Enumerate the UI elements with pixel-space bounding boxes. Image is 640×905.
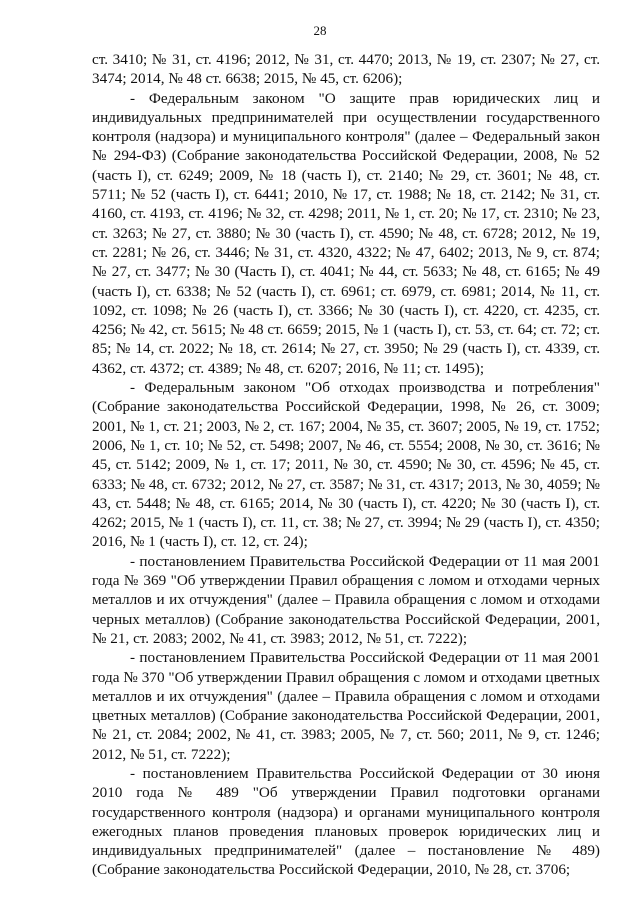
page-number: 28 [313,23,327,38]
paragraph-resolution-370: - постановлением Правительства Российской Федерации от 11 мая 2001 года № 370 "Об утверждении Правил обращения с ломом и отходами цветных металлов и их отчуждения" (далее – Правила обращения с ломом и отходами цветных металлов) (Собрание законодательства Российской Федерации, 2001, № 21, ст. 2084; 2002, № 41, ст. 3983; 2005, № 7, ст. 560; 2011, № 9, ст. 1246; 2012, № 51, ст. 7222); [92,649,600,763]
paragraph-resolution-369: - постановлением Правительства Российской Федерации от 11 мая 2001 года № 369 "Об утверждении Правил обращения с ломом и отходами черных металлов и их отчуждения" (далее – Правила обращения с ломом и отходами черных металлов) (Собрание законодательства Российской Федерации, 2001, № 21, ст. 2083; 2002, № 41, ст. 3983; 2012, № 51, ст. 7222); [92,552,600,647]
document-body [92,50,600,880]
paragraph-continuation: ст. 3410; № 31, ст. 4196; 2012, № 31, ст. 4470; 2013, № 19, ст. 2307; № 27, ст. 3474; 2014, № 48 ст. 6638; 2015, № 45, ст. 6206); [92,51,600,88]
paragraph-federal-law-294: - Федеральным законом "О защите прав юридических лиц и индивидуальных предпринимателей при осуществлении государственного контроля (надзора) и муниципального контроля" (далее – Федеральный закон № 294-ФЗ) (Собрание законодательства Российской Федерации, 2008, № 52 (часть I), ст. 6249; 2009, № 18 (часть I), ст. 2140; № 29, ст. 3601; № 48, ст. 5711; № 52 (часть I), ст. 6441; 2010, № 17, ст. 1988; № 18, ст. 2142; № 31, ст. 4160, ст. 4193, ст. 4196; № 32, ст. 4298; 2011, № 1, ст. 20; № 17, ст. 2310; № 23, ст. 3263; № 27, ст. 3880; № 30 (часть I), ст. 4590; № 48, ст. 6728; 2012, № 19, ст. 2281; № 26, ст. 3446; № 31, ст. 4320, 4322; № 47, 6402; 2013, № 9, ст. 874; № 27, ст. 3477; № 30 (Часть I), ст. 4041; № 44, ст. 5633; № 48, ст. 6165; № 49 (часть I), ст. 6338; № 52 (часть I), ст. 6961; ст. 6979, ст. 6981; 2014, № 11, ст. 1092, ст. 1098; № 26 (часть I), ст. 3366; № 30 (часть I), ст. 4220, ст. 4235, ст. 4256; № 42, ст. 5615; № 48 ст. 6659; 2015, № 1 (часть I), ст. 53, ст. 64; ст. 72; ст. 85; № 14, ст. 2022; № 18, ст. 2614; № 27, ст. 3950; № 29 (часть I), ст. 4339, ст. 4362, ст. 4372; ст. 4389; № 48, ст. 6207; 2016, № 11; ст. 1495); [92,89,600,377]
paragraph-federal-law-waste: - Федеральным законом "Об отходах производства и потребления" (Собрание законодательства Российской Федерации, 1998, № 26, ст. 3009; 2001, № 1, ст. 21; 2003, № 2, ст. 167; 2004, № 35, ст. 3607; 2005, № 19, ст. 1752; 2006, № 1, ст. 10; № 52, ст. 5498; 2007, № 46, ст. 5554; 2008, № 30, ст. 3616; № 45, ст. 5142; 2009, № 1, ст. 17; 2011, № 30, ст. 4590; № 30, ст. 4596; № 45, ст. 6333; № 48, ст. 6732; 2012, № 27, ст. 3587; № 31, ст. 4317; 2013, № 30, 4059; № 43, ст. 5448; № 48, ст. 6165; 2014, № 30 (часть I), ст. 4220; № 30 (часть I), ст. 4262; 2015, № 1 (часть I), ст. 11, ст. 38; № 27, ст. 3994; № 29 (часть I), ст. 4350; 2016, № 1 (часть I), ст. 12, ст. 24); [92,379,600,551]
paragraph-resolution-489: - постановлением Правительства Российской Федерации от 30 июня 2010 года № 489 "Об утверждении Правил подготовки органами государственного контроля (надзора) и органами муниципального контроля ежегодных планов проведения плановых проверок юридических лиц и индивидуальных предпринимателей" (далее – постановление № 489) (Собрание законодательства Российской Федерации, 2010, № 28, ст. 3706; [92,764,600,879]
